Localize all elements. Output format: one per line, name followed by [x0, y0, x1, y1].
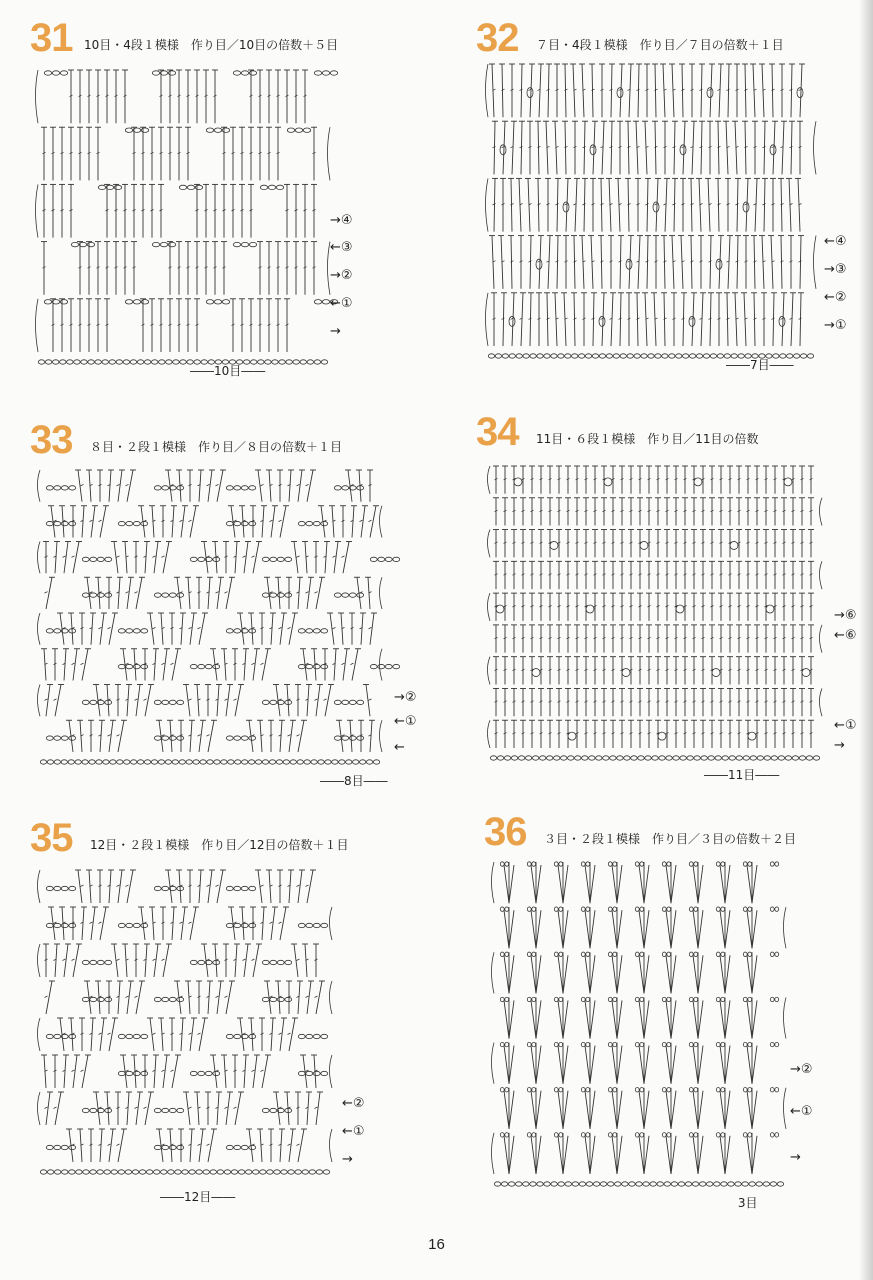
- crochet-chart: [490, 858, 790, 1188]
- pattern-number: 32: [476, 16, 519, 60]
- row-marker-start: →: [342, 1152, 353, 1167]
- row-marker-4: →④: [330, 213, 353, 228]
- pattern-34: [476, 412, 866, 792]
- repeat-label: ――12目――: [160, 1190, 236, 1204]
- pattern-number: 34: [476, 410, 519, 454]
- row-marker-2: ←②: [342, 1096, 365, 1111]
- pattern-number: 31: [30, 16, 73, 60]
- pattern-description: ８目・２段１模様 作り目／８目の倍数＋１目: [90, 440, 343, 454]
- row-marker-1: ←①: [790, 1104, 813, 1119]
- row-marker-3: ←③: [330, 240, 353, 255]
- repeat-label: ――10目――: [190, 364, 266, 378]
- pattern-33: [30, 420, 430, 800]
- pattern-36: [484, 812, 864, 1212]
- repeat-label: 3目: [737, 1196, 758, 1210]
- crochet-chart: [36, 866, 336, 1176]
- row-marker-6a: →⑥: [834, 608, 857, 623]
- row-marker-2: →②: [394, 690, 417, 705]
- row-marker-2: ←②: [824, 290, 847, 305]
- crochet-chart: [486, 462, 826, 762]
- row-marker-start: →: [330, 324, 341, 339]
- repeat-label: ――11目――: [704, 768, 780, 782]
- crochet-chart: [484, 60, 820, 360]
- row-marker-1: ←①: [394, 714, 417, 729]
- pattern-32: [476, 18, 856, 388]
- pattern-number: 36: [484, 810, 527, 854]
- pattern-35: [30, 818, 430, 1218]
- crochet-chart: [36, 466, 386, 766]
- row-marker-1: →①: [824, 318, 847, 333]
- row-marker-6b: ←⑥: [834, 628, 857, 643]
- row-marker-start: ←: [394, 740, 405, 755]
- pattern-description: 10目・4段１模様 作り目／10目の倍数＋５目: [84, 38, 339, 52]
- pattern-description: 12目・２段１模様 作り目／12目の倍数＋１目: [90, 838, 349, 852]
- pattern-description: 11目・６段１模様 作り目／11目の倍数: [536, 432, 759, 446]
- pattern-description: ３目・２段１模様 作り目／３目の倍数＋２目: [544, 832, 797, 846]
- row-marker-3: →③: [824, 262, 847, 277]
- pattern-number: 35: [30, 816, 73, 860]
- row-marker-2: →②: [330, 268, 353, 283]
- pattern-number: 33: [30, 418, 73, 462]
- repeat-label: ――7目――: [726, 358, 794, 372]
- crochet-chart: [34, 66, 334, 366]
- row-marker-1: ←①: [330, 296, 353, 311]
- row-marker-2: →②: [790, 1062, 813, 1077]
- row-marker-start: →: [834, 738, 845, 753]
- row-marker-4: ←④: [824, 234, 847, 249]
- row-marker-1: ←①: [834, 718, 857, 733]
- pattern-description: ７目・4段１模様 作り目／７目の倍数＋１目: [536, 38, 784, 52]
- row-marker-start: →: [790, 1150, 801, 1165]
- pattern-31: [30, 18, 410, 388]
- row-marker-1: ←①: [342, 1124, 365, 1139]
- page-number: 16: [428, 1236, 445, 1253]
- repeat-label: ――8目――: [320, 774, 388, 788]
